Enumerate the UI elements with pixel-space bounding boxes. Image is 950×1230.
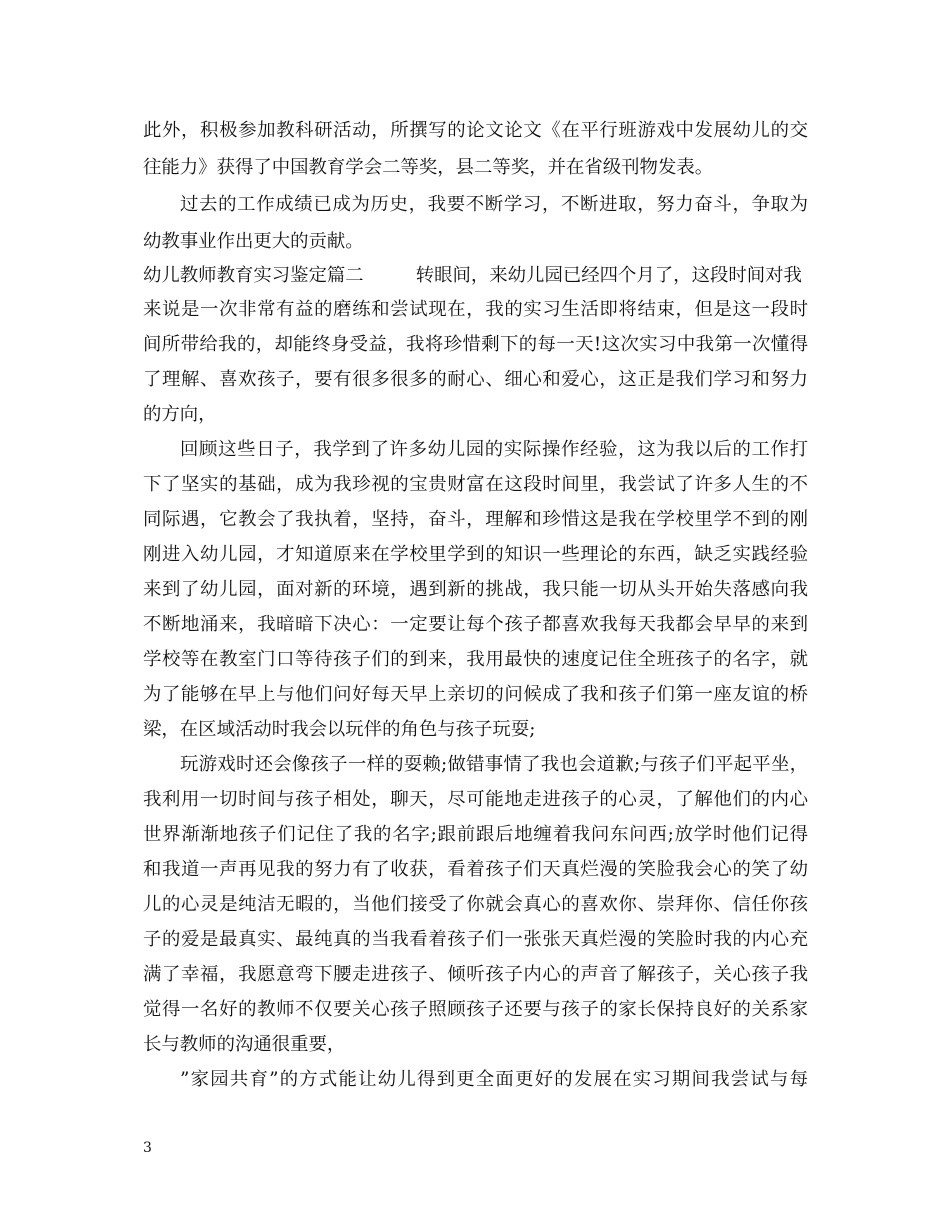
text-line: 儿的心灵是纯洁无暇的，当他们接受了你就会真心的喜欢你、崇拜你、信任你孩: [143, 894, 808, 915]
text-line: 了理解、喜欢孩子，要有很多很多的耐心、细心和爱心，这正是我们学习和努力: [143, 369, 808, 390]
text-line: 和我道一声再见我的努力有了收获，看着孩子们天真烂漫的笑脸我会心的笑了幼: [143, 859, 808, 880]
text-line: 觉得一名好的教师不仅要关心孩子照顾孩子还要与孩子的家长保持良好的关系家: [143, 999, 808, 1020]
text-line: 满了幸福，我愿意弯下腰走进孩子、倾听孩子内心的声音了解孩子，关心孩子我: [143, 964, 808, 985]
text-line: 刚进入幼儿园，才知道原来在学校里学到的知识一些理论的东西，缺乏实践经验: [143, 544, 808, 565]
text-line: 回顾这些日子，我学到了许多幼儿园的实际操作经验，这为我以后的工作打: [180, 439, 808, 460]
text-line: ”家园共育”的方式能让幼儿得到更全面更好的发展在实习期间我尝试与每: [180, 1069, 808, 1090]
text-line: 往能力》获得了中国教育学会二等奖，县二等奖，并在省级刊物发表。: [143, 157, 714, 178]
text-line: 子的爱是最真实、最纯真的当我看着孩子们一张张天真烂漫的笑脸时我的内心充: [143, 929, 808, 950]
text-line: 玩游戏时还会像孩子一样的耍赖;做错事情了我也会道歉;与孩子们平起平坐，: [180, 754, 808, 775]
text-line: 梁，在区域活动时我会以玩伴的角色与孩子玩耍;: [143, 719, 536, 740]
section-heading-row: [143, 264, 808, 288]
text-line: 转眼间，来幼儿园已经四个月了，这段时间对我: [415, 265, 802, 286]
text-line: 长与教师的沟通很重要，: [143, 1034, 346, 1055]
text-line: 过去的工作成绩已成为历史，我要不断学习，不断进取，努力奋斗，争取为: [180, 194, 808, 215]
section-heading: 幼儿教师教育实习鉴定篇二: [143, 265, 364, 286]
text-line: 的方向，: [143, 404, 217, 425]
text-line: 来到了幼儿园，面对新的环境，遇到新的挑战，我只能一切从头开始失落感向我: [143, 579, 808, 600]
text-line: 学校等在教室门口等待孩子们的到来，我用最快的速度记住全班孩子的名字，就: [143, 649, 808, 670]
text-line: 来说是一次非常有益的磨练和尝试现在，我的实习生活即将结束，但是这一段时: [143, 299, 808, 320]
text-line: 同际遇，它教会了我执着，坚持，奋斗，理解和珍惜这是我在学校里学不到的刚: [143, 509, 808, 530]
text-line: 间所带给我的，却能终身受益，我将珍惜剩下的每一天!这次实习中我第一次懂得: [143, 334, 808, 355]
text-line: 为了能够在早上与他们问好每天早上亲切的问候成了我和孩子们第一座友谊的桥: [143, 684, 808, 705]
text-line: 下了坚实的基础，成为我珍视的宝贵财富在这段时间里，我尝试了许多人生的不: [143, 474, 808, 495]
page-number: 3: [143, 1140, 152, 1156]
text-line: 不断地涌来，我暗暗下决心：一定要让每个孩子都喜欢我每天我都会早早的来到: [143, 614, 808, 635]
text-line: 幼教事业作出更大的贡献。: [143, 231, 364, 252]
text-line: 世界渐渐地孩子们记住了我的名字;跟前跟后地缠着我问东问西;放学时他们记得: [143, 824, 808, 845]
text-line: 此外，积极参加教科研活动，所撰写的论文论文《在平行班游戏中发展幼儿的交: [143, 120, 808, 141]
text-line: 我利用一切时间与孩子相处，聊天，尽可能地走进孩子的心灵，了解他们的内心: [143, 789, 808, 810]
